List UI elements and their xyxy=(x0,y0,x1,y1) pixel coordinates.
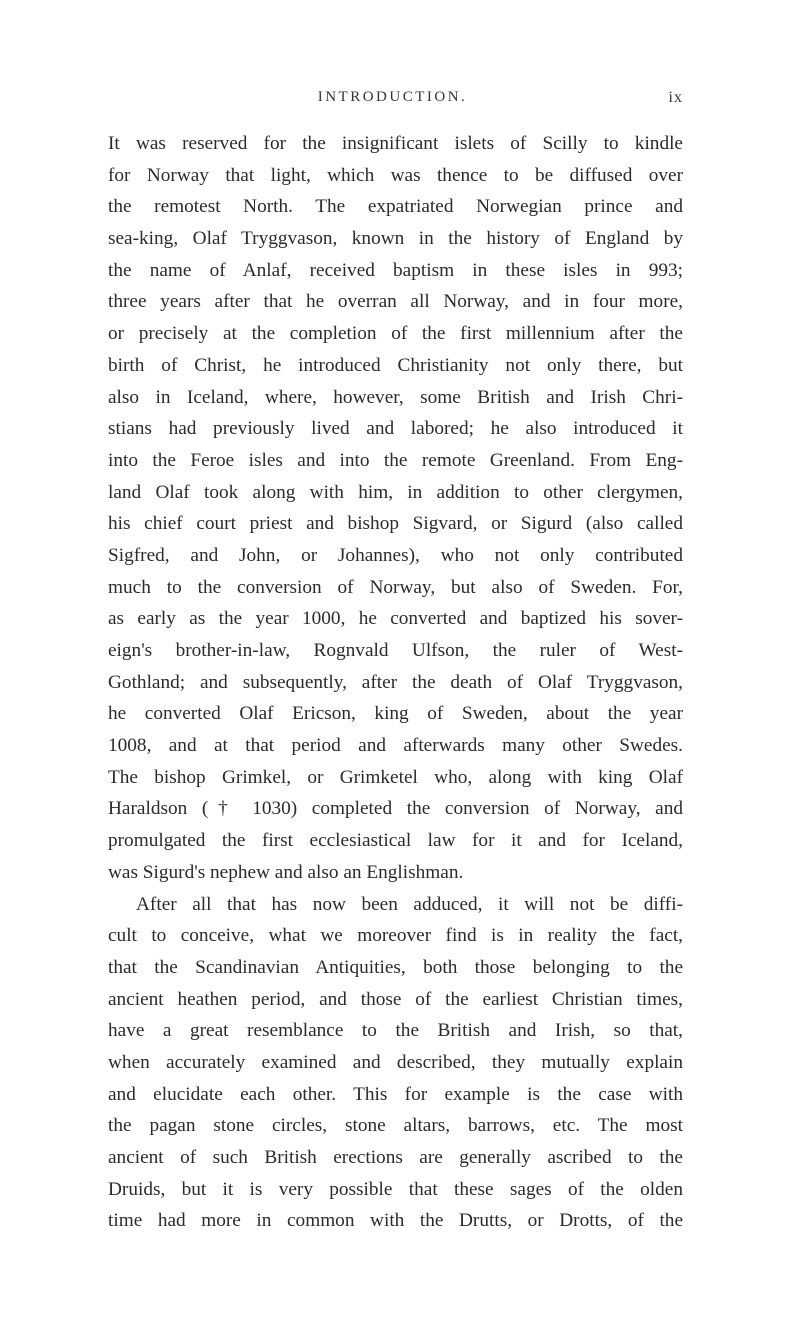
body-text xyxy=(108,128,683,1237)
text-line: promulgated the first ecclesiastical law for it and for Iceland, xyxy=(108,830,683,852)
text-line: ancient heathen period, and those of the earliest Christian times, xyxy=(108,988,683,1010)
text-line: It was reserved for the insignificant islets of Scilly to kindle xyxy=(108,133,683,154)
text-line: the name of Anlaf, received baptism in these isles in 993; xyxy=(108,259,683,281)
text-line: as early as the year 1000, he converted and baptized his sover- xyxy=(108,608,683,630)
text-line: he converted Olaf Ericson, king of Sweden, about the year xyxy=(108,703,683,725)
text-line: for Norway that light, which was thence to be diffused over xyxy=(108,164,683,186)
text-line: when accurately examined and described, they mutually explain xyxy=(108,1051,683,1073)
text-line: stians had previously lived and labored; he also introduced it xyxy=(108,418,683,440)
text-line: three years after that he overran all Norway, and in four more, xyxy=(108,291,683,313)
text-line: the remotest North. The expatriated Norwegian prince and xyxy=(108,196,683,218)
text-line: or precisely at the completion of the first millennium after the xyxy=(108,323,683,345)
text-line: much to the conversion of Norway, but also of Sweden. For, xyxy=(108,576,683,598)
text-line: ancient of such British erections are generally ascribed to the xyxy=(108,1147,683,1168)
text-line: his chief court priest and bishop Sigvard, or Sigurd (also called xyxy=(108,513,683,535)
text-line: birth of Christ, he introduced Christianity not only there, but xyxy=(108,354,683,376)
page-number: ix xyxy=(668,89,683,106)
text-line: After all that has now been adduced, it will not be diffi- xyxy=(136,893,683,915)
text-line: into the Feroe isles and into the remote Greenland. From Eng- xyxy=(108,449,683,471)
text-line: time had more in common with the Drutts, or Drotts, of the xyxy=(108,1210,683,1232)
text-line: that the Scandinavian Antiquities, both those belonging to the xyxy=(108,956,683,978)
running-header xyxy=(106,89,683,111)
text-line: Haraldson († 1030) completed the conversion of Norway, and xyxy=(108,798,683,820)
text-line: have a great resemblance to the British and Irish, so that, xyxy=(108,1020,683,1042)
text-line: The bishop Grimkel, or Grimketel who, along with king Olaf xyxy=(108,766,683,788)
text-line: land Olaf took along with him, in addition to other clergymen, xyxy=(108,481,683,503)
text-line: cult to conceive, what we moreover find is in reality the fact, xyxy=(108,925,683,947)
text-line: Druids, but it is very possible that these sages of the olden xyxy=(108,1178,683,1200)
header-title: INTRODUCTION. xyxy=(317,89,468,105)
text-line: also in Iceland, where, however, some British and Irish Chri- xyxy=(108,386,683,408)
text-line: sea-king, Olaf Tryggvason, known in the history of England by xyxy=(108,228,683,250)
text-line: the pagan stone circles, stone altars, barrows, etc. The most xyxy=(108,1115,683,1137)
text-line: eign's brother-in-law, Rognvald Ulfson, the ruler of West- xyxy=(108,640,683,661)
text-line: 1008, and at that period and afterwards many other Swedes. xyxy=(108,735,683,757)
text-line: was Sigurd's nephew and also an Englishman. xyxy=(108,861,464,883)
text-line: Sigfred, and John, or Johannes), who not only contributed xyxy=(108,544,683,566)
text-line: Gothland; and subsequently, after the death of Olaf Tryggvason, xyxy=(108,671,683,693)
text-line: and elucidate each other. This for example is the case with xyxy=(108,1083,683,1105)
